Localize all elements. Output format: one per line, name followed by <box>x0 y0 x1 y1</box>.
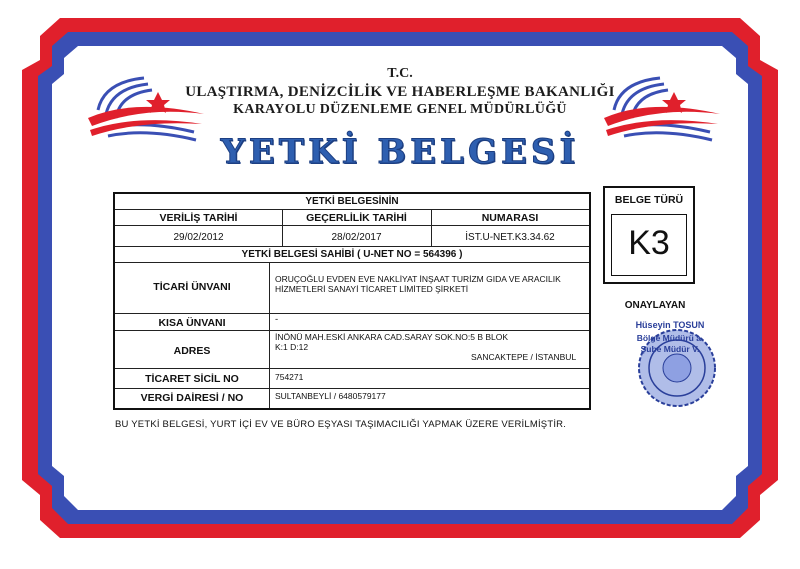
document-title: YETKİ BELGESİ <box>220 132 580 172</box>
signer-name: Hüseyin TOSUN <box>635 320 705 330</box>
directorate-name: KARAYOLU DÜZENLEME GENEL MÜDÜRLÜĞÜ <box>233 102 567 117</box>
header-tc: T.C. <box>387 66 413 81</box>
short-name: - <box>275 314 279 325</box>
section-title: YETKİ BELGESİNİN <box>305 196 399 207</box>
registry-number: 754271 <box>275 372 304 382</box>
validity-date: 28/02/2017 <box>331 232 382 243</box>
address-label: ADRES <box>173 345 211 357</box>
short-name-label: KISA ÜNVANI <box>158 317 226 329</box>
approval-label: ONAYLAYAN <box>624 300 686 311</box>
signer-role-1: Bölge Müdürü a. <box>636 333 704 343</box>
registry-label: TİCARET SİCİL NO <box>145 373 239 385</box>
trade-name-label: TİCARİ ÜNVANI <box>153 281 231 293</box>
document-type-value: K3 <box>628 224 670 262</box>
ministry-name: ULAŞTIRMA, DENİZCİLİK VE HABERLEŞME BAKANLIĞI <box>185 84 615 100</box>
address-line1: İNÖNÜ MAH.ESKİ ANKARA CAD.SARAY SOK.NO:5 B BLOK <box>275 332 509 342</box>
validity-date-header: GEÇERLİLİK TARİHİ <box>306 212 407 224</box>
issue-date-header: VERİLİŞ TARİHİ <box>159 212 238 224</box>
tax-label: VERGİ DAİRESİ / NO <box>140 392 244 404</box>
tax-value: SULTANBEYLİ / 6480579177 <box>275 391 386 401</box>
certificate-table <box>113 192 591 410</box>
number-header: NUMARASI <box>481 212 539 224</box>
address-city: SANCAKTEPE / İSTANBUL <box>471 352 577 362</box>
issue-date: 29/02/2012 <box>173 232 224 243</box>
signer-role-2: Şube Müdür V. <box>640 344 700 354</box>
address-line2: K:1 D:12 <box>275 342 309 352</box>
document-type-label: BELGE TÜRÜ <box>614 194 684 206</box>
trade-name: ORUÇOĞLU EVDEN EVE NAKLİYAT İNŞAAT TURİZM GIDA VE ARACILIK HİZMETLERİ SANAYİ TİCARET LİMİTED ŞİRKETİ <box>275 274 561 294</box>
certificate-number: İST.U-NET.K3.34.62 <box>465 232 555 243</box>
footer-statement: BU YETKİ BELGESİ, YURT İÇİ EV VE BÜRO EŞYASI TAŞIMACILIĞI YAPMAK ÜZERE VERİLMİŞTİR. <box>115 419 567 430</box>
holder-title: YETKİ BELGESİ SAHİBİ ( U-NET NO = 564396 ) <box>241 249 463 260</box>
